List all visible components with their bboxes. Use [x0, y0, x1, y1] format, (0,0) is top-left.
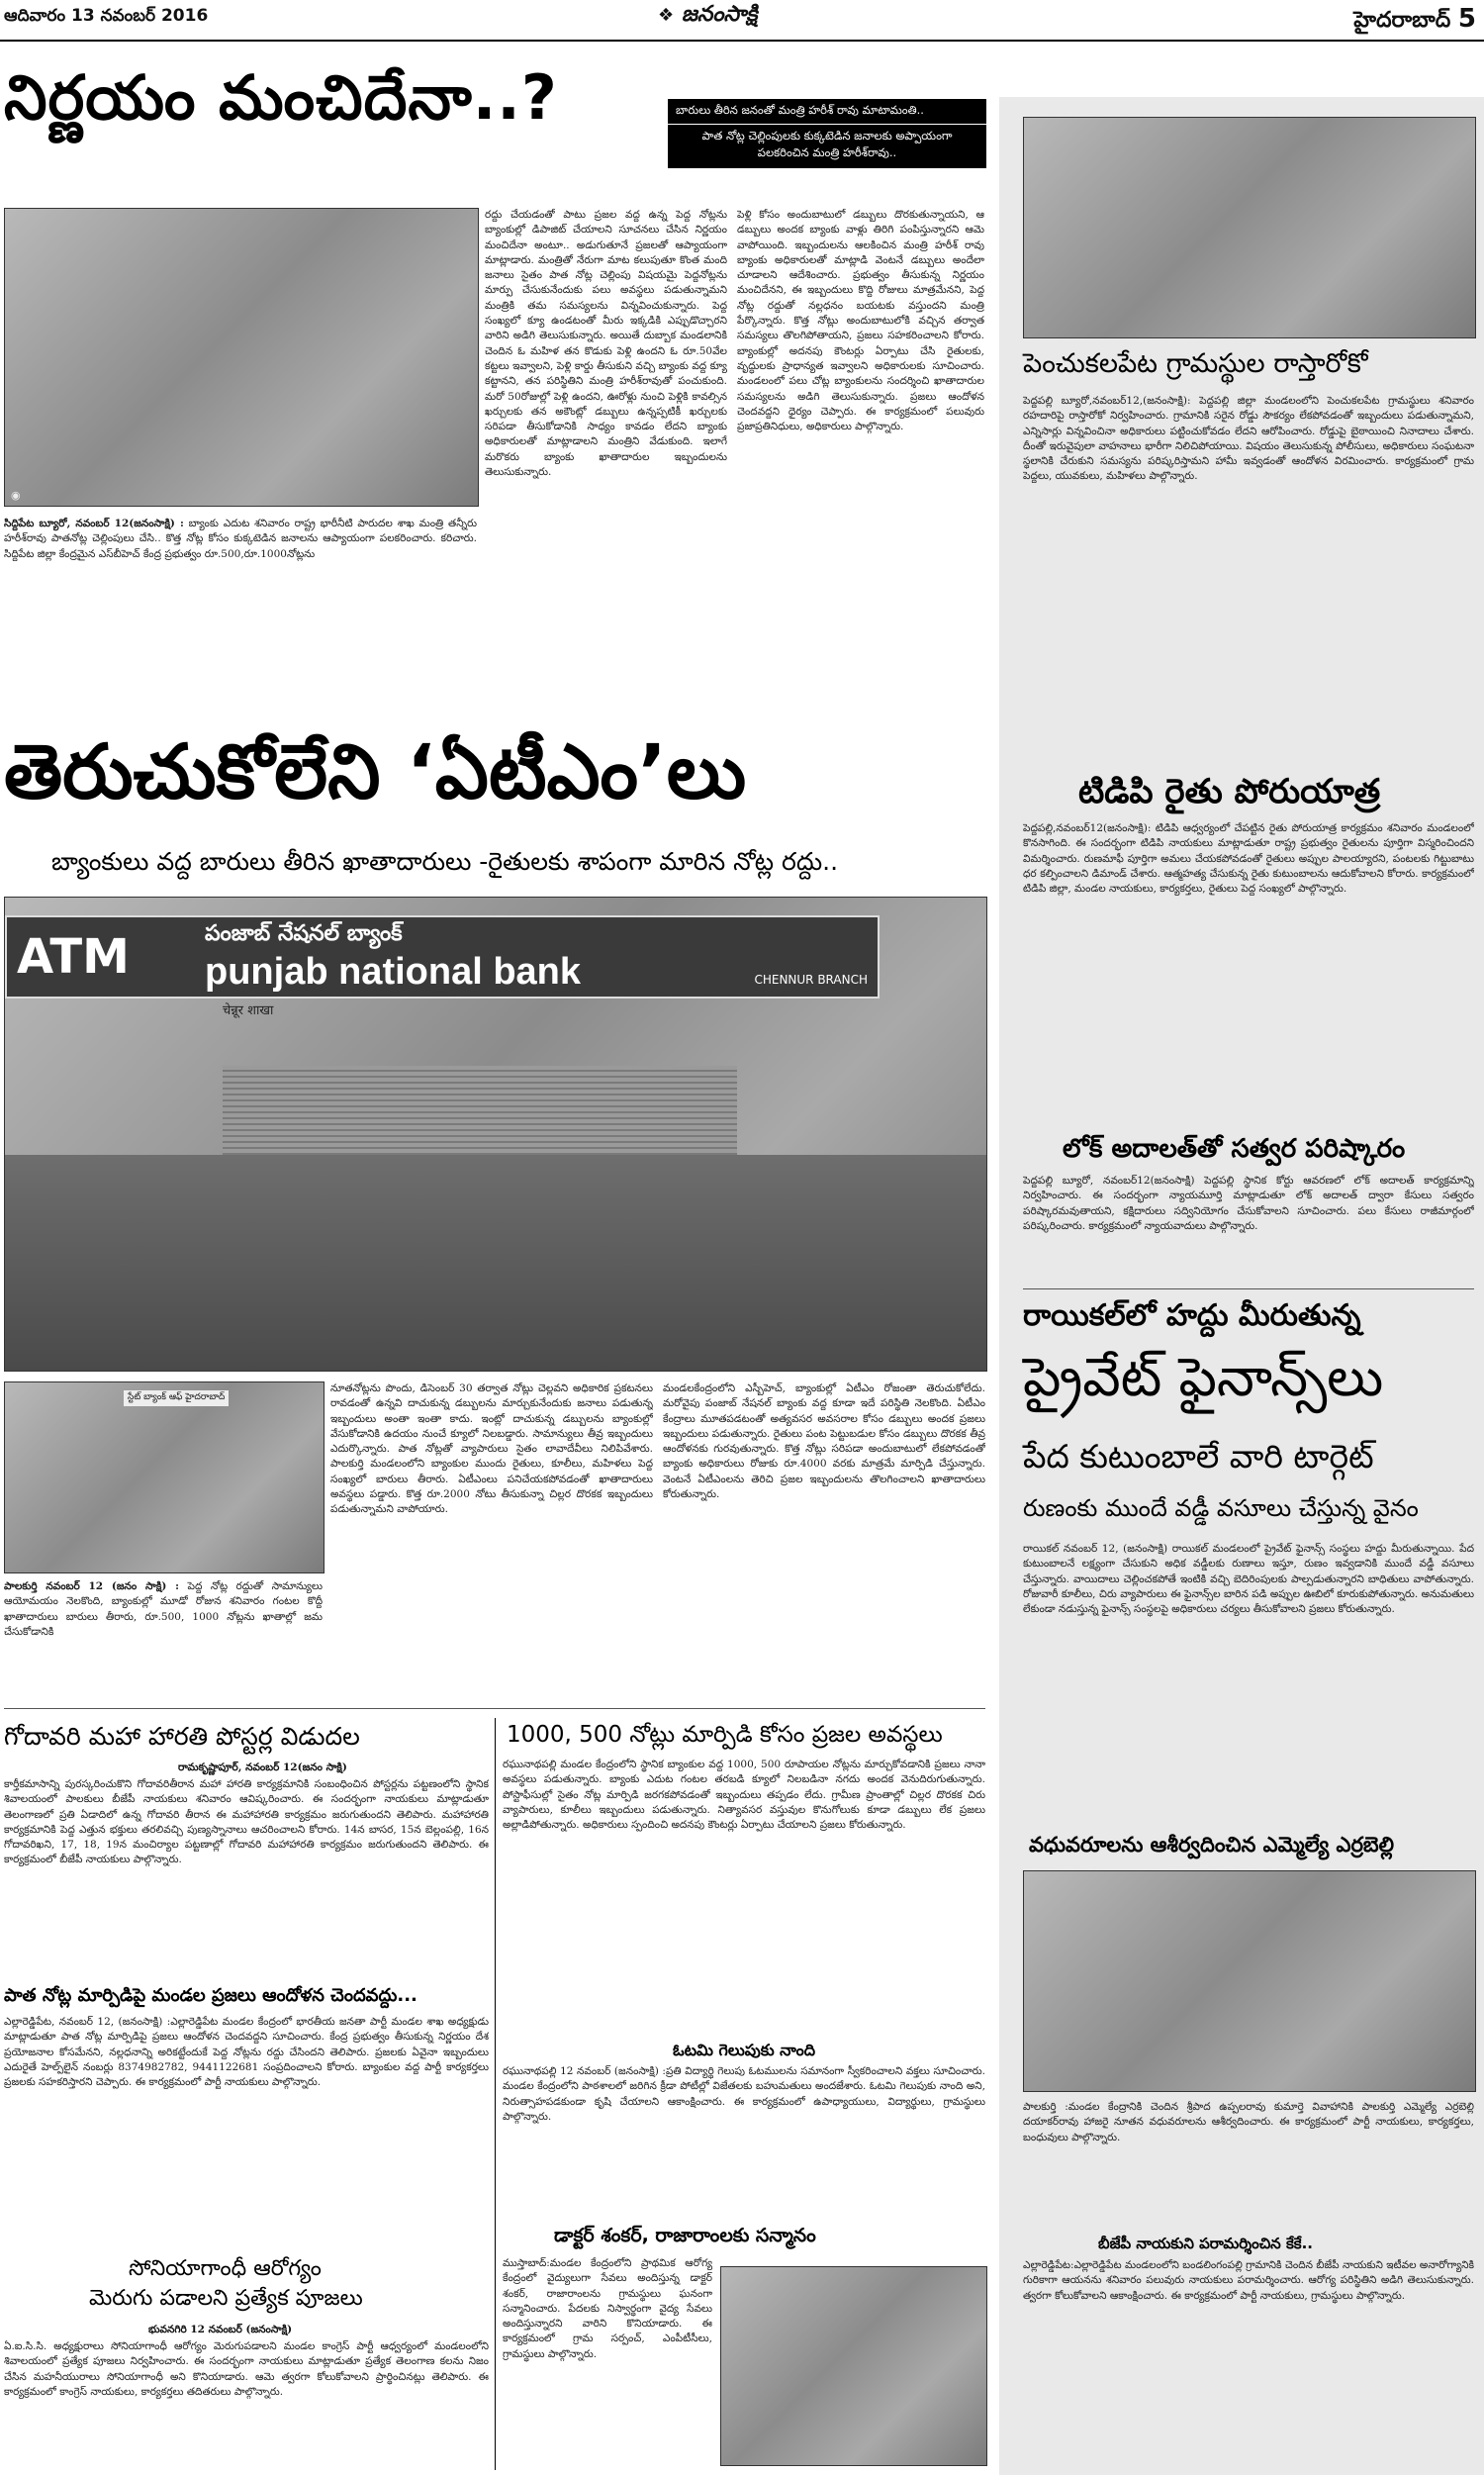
- atm-sign-hindi: चेन्नूर शाखा: [223, 1003, 274, 1018]
- atm-column-3: మండలకేంద్రంలోని ఎస్బీహెచ్, బ్యాంకుల్లో ఏటీఎం రోజంతా తెరుచుకోలేదు. మరోవైపు పంజాబ్ నేషనల్ బ్యాంకు వద్ద కూడా ఇదే పరిస్థితి నెలకొంది. ఏటీఎం కేంద్రాలు మూతపడటంతో అత్యవసర అవసరాల కోసం డబ్బులు అందక ప్రజలు ఇబ్బందులు పడుతున్నారు. రైతులు పంట పెట్టుబడుల కోసం డబ్బులు దొరకక తీవ్ర ఆందోళనకు గురవుతున్నారు. కొత్త నోట్లు సరిపడా అందుబాటులో లేకపోవడంతో బ్యాంకు అధికారులు రోజుకు రూ.4000 వరకు మాత్రమే మార్పిడి చేస్తున్నారు. వెంటనే ఏటీఎంలను తెరిచి ప్రజల ఇబ్బందులను తొలగించాలని ఖాతాదారులు కోరుతున్నారు.: [663, 1382, 985, 1501]
- lead-photo-minister: [4, 208, 479, 507]
- oldnotes-body: ఎల్లారెడ్డిపేట, నవంబర్ 12, (జనంసాక్షి) :ఎల్లారెడ్డిపేట మండల కేంద్రంలో భారతీయ జనతా పార్టీ మండల శాఖ అధ్యక్షుడు మాట్లాడుతూ పాత నోట్ల మార్పిడిపై ప్రజలు ఆందోళన చెందవద్దని సూచించారు. కేంద్ర ప్రభుత్వం తీసుకున్న నిర్ణయం దేశ ప్రయోజనాల కోసమేనని, నల్లధనాన్ని అరికట్టేందుకే పెద్ద నోట్లను రద్దు చేసిందని తెలిపారు. ప్రజలకు ఏవైనా ఇబ్బందులు ఎదురైతే హెల్ప్‌లైన్ నంబర్లు 8374982782, 9441122681 సంప్రదించాలని కోరారు. బ్యాంకుల వద్ద పార్టీ కార్యకర్తలు ప్రజలకు సహకరిస్తారని చెప్పారు. ఈ కార్యక్రమంలో పార్టీ నాయకులు పాల్గొన్నారు.: [4, 2016, 489, 2089]
- godavari-body: కార్తీకమాసాన్ని పురస్కరించుకొని గోదావరితీరాన మహా హారతి కార్యక్రమానికి సంబంధించిన పోస్టర్లను పట్టణంలోని స్థానిక శివాలయంలో పాలకులు బీజేపీ నాయకులు శనివారం ఆవిష్కరించారు. ఈ సందర్భంగా నాయకులు మాట్లాడుతూ తెలంగాణలో ప్రతి ఏడాదిలో ఉన్న గోదావరి తీరాన ఈ మహాహారతి కార్యక్రమం జరుగుతుందని తెలిపారు. మహాహారతి కార్యక్రమానికి పెద్ద ఎత్తున భక్తులు తరలివచ్చి పుణ్యస్నానాలు ఆచరించాలని కోరారు. 14న బాసర, 15న బెల్లంపల్లి, 16న గోదావరిఖని, 17, 18, 19న మంచిర్యాల పట్టణాల్లో గోదావరి మహాహారతి కార్యక్రమం జరుగుతుందని తెలిపారు. ఈ కార్యక్రమంలో బీజేపీ నాయకులు పాల్గొన్నారు.: [4, 1778, 489, 1866]
- atm-subhead: బ్యాంకులు వద్ద బారులు తీరిన ఖాతాదారులు -రైతులకు శాపంగా మారిన నోట్ల రద్దు..: [51, 847, 839, 876]
- atm-sign-branch: CHENNUR BRANCH: [754, 973, 868, 987]
- exchange-headline: 1000, 500 నోట్లు మార్పిడి కోసం ప్రజల అవస్థలు: [507, 1722, 943, 1748]
- rasta-headline: పెంచుకలపేట గ్రామస్థుల రాస్తారోకో: [1023, 348, 1368, 379]
- atm-sign-board: [5, 915, 880, 999]
- wedding-headline: వధువరూలను ఆశీర్వదించిన ఎమ్మెల్యే ఎర్రబెల్లి: [1029, 1833, 1395, 1856]
- lead-column-1-text: బ్యాంకు ఎదుట శనివారం రాష్ట్ర భారీనీటి పారుదల శాఖ మంత్రి తన్నీరు హరీశ్‌రావు పాతనోట్ల చెల్లింపులు చేసి.. కొత్త నోట్ల కోసం కుక్కటెడిన జనాలను ఆప్యాయంగా పలకరించారు. కరిచారు. సిద్దిపేట జిల్లా కేంద్రమైన ఎస్‌బీహెచ్ కేంద్ర ప్రభుత్వం రూ.500,రూ.1000నోట్లను: [4, 518, 477, 560]
- header-rule: [0, 40, 1484, 42]
- sonia-headline-2: మెరుగు పడాలని ప్రత్యేక పూజలు: [89, 2286, 363, 2311]
- header-city: హైదరాబాద్: [1353, 8, 1451, 33]
- rasta-body: పెద్దపల్లి బ్యూరో,నవంబర్12,(జనంసాక్షి): పెద్దపల్లి జిల్లా మండలంలోని పెంచుకలపేట గ్రామస్థులు శనివారం రహదారిపై రాస్తారోకో నిర్వహించారు. గ్రామానికి సరైన రోడ్డు సౌకర్యం లేకపోవడంతో ఇబ్బందులు పడుతున్నామని, ఎన్నిసార్లు విన్నవించినా అధికారులు పట్టించుకోవడం లేదని ఆరోపించారు. రోడ్డుపై బైఠాయించి నినాదాలు చేశారు. దీంతో ఇరువైపులా వాహనాలు భారీగా నిలిచిపోయాయి. విషయం తెలుసుకున్న పోలీసులు, అధికారులు సంఘటనా స్థలానికి చేరుకుని సమస్యను పరిష్కరిస్తామని హామీ ఇవ్వడంతో ఆందోళన విరమించారు. కార్యక్రమంలో గ్రామ పెద్దలు, యువకులు, మహిళలు పాల్గొన్నారు.: [1023, 395, 1474, 483]
- election-headline: ఓటమి గెలుపుకు నాంది: [673, 2041, 816, 2059]
- atm-headline: తెరుచుకోలేని ‘ఏటీఎం’లు: [4, 727, 747, 815]
- masthead-title: జనంసాక్షి: [681, 2, 758, 27]
- atm-dateline: పాలకుర్తి నవంబర్ 12 (జనం సాక్షి) :: [4, 1580, 179, 1592]
- header-page-number: 5: [1457, 4, 1476, 34]
- bjp-headline: బీజేపీ నాయకుని పరామర్శించిన కేకే..: [1098, 2235, 1313, 2252]
- header-date: ఆదివారం 13 నవంబర్ 2016: [4, 6, 209, 26]
- godavari-dateline: రామకృష్ణాపూర్, నవంబర్ 12(జనం సాక్షి): [178, 1761, 347, 1773]
- sonia-dateline: భువనగిరి 12 నవంబర్ (జనంసాక్షి): [148, 2324, 293, 2335]
- atm-photo-bank-queue: [4, 897, 987, 1372]
- wedding-photo: [1023, 1870, 1476, 2092]
- lead-column-1: [4, 517, 477, 714]
- finance-headline: ప్రైవేట్ ఫైనాన్స్‌లు: [1023, 1346, 1384, 1408]
- atm-column-1-text: పెద్ద నోట్ల రద్దుతో సామాన్యులు ఆయోమయం నెలకొంది, బ్యాంకుల్లో మూడో రోజున శనివారం గంటల కొద్దీ ఖాతాదారులు బారులు తీరారు, రూ.500, 1000 నోట్లను ఖాతాల్లో జమ చేసుకోడానికి: [4, 1580, 323, 1638]
- bjp-body: ఎల్లారెడ్డిపేట:ఎల్లారెడ్డిపేట మండలంలోని బండలింగంపల్లి గ్రామానికి చెందిన బీజేపీ నాయకుని ఇటీవల అనారోగ్యానికి గురికాగా ఆయనను శనివారం పలువురు నాయకులు పరామర్శించారు. ఆరోగ్య పరిస్థితిని అడిగి తెలుసుకున్నారు. త్వరగా కోలుకోవాలని ఆకాంక్షించారు. ఈ కార్యక్రమంలో పార్టీ నాయకులు, గ్రామస్థులు పాల్గొన్నారు.: [1023, 2259, 1474, 2302]
- doctor-headline: డాక్టర్ శంకర్, రాజారాంలకు సన్మానం: [554, 2225, 816, 2246]
- finance-kicker: రాయికల్‌లో హద్దు మీరుతున్న: [1023, 1298, 1361, 1333]
- sonia-body: ఏ.ఐ.సి.సి. అధ్యక్షురాలు సోనియాగాంధీ ఆరోగ్యం మెరుగుపడాలని మండల కాంగ్రెస్ పార్టీ ఆధ్వర్యంలో మండలంలోని శివాలయంలో ప్రత్యేక పూజలు నిర్వహించారు. ఈ సందర్భంగా నాయకులు మాట్లాడుతూ ప్రత్యేక తెలంగాణ కలను నిజం చేసిన మహనీయురాలు సోనియాగాంధీ అని కొనియాడారు. ఆమె త్వరగా కోలుకోవాలని ప్రార్థించినట్లు తెలిపారు. ఈ కార్యక్రమంలో కాంగ్రెస్ నాయకులు, కార్యకర్తలు తదితరులు పాల్గొన్నారు.: [4, 2340, 489, 2398]
- finance-subhead-2: రుణంకు ముందే వడ్డీ వసూలు చేస్తున్న వైనం: [1023, 1494, 1419, 1522]
- lok-headline: లోక్ అదాలత్‌తో సత్వర పరిష్కారం: [1063, 1134, 1406, 1164]
- lower-column-divider: [495, 1718, 496, 2470]
- doctor-photo-felicitation: [720, 2266, 987, 2466]
- atm-bottom-rule: [4, 1708, 985, 1709]
- oldnotes-headline: పాత నోట్ల మార్పిడిపై మండల ప్రజలు ఆందోళన చెందవద్దు...: [4, 1985, 417, 2006]
- lead-callout-1: బారులు తీరిన జనంతో మంత్రి హరీశ్ రావు మాటామంతి..: [668, 99, 986, 125]
- lead-photo-caption-icon: ◉: [11, 489, 21, 502]
- finance-body: రాయికల్ నవంబర్ 12, (జనంసాక్షి) రాయికల్ మండలంలో ప్రైవేట్ ఫైనాన్స్ సంస్థలు హద్దు మీరుతున్నాయి. పేద కుటుంబాలనే లక్ష్యంగా చేసుకుని అధిక వడ్డీలకు రుణాలు ఇస్తూ, రుణం ఇవ్వడానికి ముందే వడ్డీ వసూలు చేస్తున్నారు. వాయిదాలు చెల్లించకపోతే ఇంటికి వచ్చి బెదిరింపులకు పాల్పడుతున్నారని బాధితులు వాపోతున్నారు. రోజువారీ కూలీలు, చిరు వ్యాపారులు ఈ ఫైనాన్స్‌ల బారిన పడి అప్పుల ఊబిలో కూరుకుపోతున్నారు. అనుమతులు లేకుండా నడుస్తున్న ఫైనాన్స్ సంస్థలపై అధికారులు చర్యలు తీసుకోవాలని ప్రజలు కోరుతున్నారు.: [1023, 1543, 1474, 1616]
- atm-photo-small: [4, 1381, 325, 1573]
- masthead-logo-icon: ❖: [658, 5, 675, 26]
- atm-sign-atm: ATM: [17, 929, 130, 985]
- atm-column-2: నూతనోట్లను పొందు, డిసెంబర్ 30 తర్వాత నోట్లు చెల్లవని అధికారిక ప్రకటనలు రావడంతో ఉన్నవి దాచుకున్న డబ్బులను మార్చుకునేందుకు జనాలు పడుతున్న ఇబ్బందులు అంతా ఇంతా కాదు. ఇంట్లో దాచుకున్న డబ్బులను బ్యాంకుల్లో వేసుకోడానికి ఉదయం నుంచే క్యూలో నిలబడ్డారు. సామాన్యులు తీవ్ర ఇబ్బందులు ఎదుర్కొన్నారు. పాత నోట్లతో వ్యాపారులు సైతం లావాదేవీలు నిలిపివేశారు. పాలకుర్తి మండలంలోని బ్యాంకుల ముందు రైతులు, కూలీలు, మహిళలు పెద్ద సంఖ్యలో బారులు తీరారు. ఏటీఎంలు పనిచేయకపోవడంతో ఖాతాదారులు అవస్థలు పడ్డారు. కొత్త రూ.2000 నోటు తీసుకున్నా చిల్లర దొరకక ఇబ్బందులు పడుతున్నామని వాపోయారు.: [330, 1382, 653, 1516]
- election-body: రఘునాథపల్లి 12 నవంబర్ (జనంసాక్షి) :ప్రతి విద్యార్థి గెలుపు ఓటములను సమానంగా స్వీకరించాలని వక్తలు సూచించారు. మండల కేంద్రంలోని పాఠశాలలో జరిగిన క్రీడా పోటీల్లో విజేతలకు బహుమతులు అందజేశారు. ఓటమి గెలుపుకు నాంది అని, నిరుత్సాహపడకుండా కృషి చేయాలని ఆకాంక్షించారు. ఈ కార్యక్రమంలో ఉపాధ్యాయులు, విద్యార్థులు, గ్రామస్థులు పాల్గొన్నారు.: [503, 2065, 985, 2123]
- atm-sign-telugu: పంజాబ్ నేషనల్ బ్యాంక్: [205, 921, 403, 946]
- header-city-page: [1353, 4, 1476, 38]
- sonia-headline-1: సోనియాగాంధీ ఆరోగ్యం: [129, 2256, 322, 2281]
- lead-column-3: పెళ్లి కోసం అందుబాటులో డబ్బులు దొరకుతున్నాయని, ఆ డబ్బులు అందక బ్యాంకు వాళ్లు తిరిగి పంపిస్తున్నారని ఆమె వాపోయింది. ఇబ్బందులను ఆలకించిన మంత్రి హరీశ్ రావు బ్యాంకు అధికారులతో మాట్లాడి వెంటనే డబ్బులు అందేలా చూడాలని ఆదేశించారు. ప్రభుత్వం తీసుకున్న నిర్ణయం మంచిదేనని, ఈ ఇబ్బందులు కొద్ది రోజులు మాత్రమేనని, పెద్ద నోట్ల రద్దుతో నల్లధనం బయటకు వస్తుందని మంత్రి పేర్కొన్నారు. కొత్త నోట్లు అందుబాటులోకి వచ్చిన తర్వాత సమస్యలు తొలగిపోతాయని, ప్రజలు సహకరించాలని కోరారు. బ్యాంకుల్లో అదనపు కౌంటర్లు ఏర్పాటు చేసి రైతులకు, వృద్ధులకు ప్రాధాన్యత ఇవ్వాలని అధికారులకు సూచించారు. మండలంలో పలు చోట్ల బ్యాంకులను సందర్శించి ఖాతాదారుల సమస్యలను అడిగి తెలుసుకున్నారు. ప్రజలు ఆందోళన చెందవద్దని ధైర్యం చెప్పారు. ఈ కార్యక్రమంలో పలువురు ప్రజాప్రతినిధులు, అధికారులు పాల్గొన్నారు.: [737, 209, 984, 433]
- godavari-headline: గోదావరి మహా హారతి పోస్టర్ల విడుదల: [4, 1722, 360, 1751]
- rasta-photo-protest: [1023, 117, 1476, 338]
- atm-small-photo-sign: స్టేట్ బ్యాంక్ ఆఫ్ హైదరాబాద్: [124, 1390, 229, 1406]
- lok-body: పెద్దపల్లి బ్యూరో, నవంబర్12(జనంసాక్షి) పెద్దపల్లి స్థానిక కోర్టు ఆవరణలో లోక్ అదాలత్ కార్యక్రమాన్ని నిర్వహించారు. ఈ సందర్భంగా న్యాయమూర్తి మాట్లాడుతూ లోక్ అదాలత్ ద్వారా కేసులు సత్వరం పరిష్కారమవుతాయని, కక్షిదారులు సద్వినియోగం చేసుకోవాలని సూచించారు. పలు కేసులు రాజీమార్గంలో పరిష్కరించారు. కార్యక్రమంలో న్యాయవాదులు పాల్గొన్నారు.: [1023, 1175, 1474, 1232]
- doctor-body: ముస్తాబాద్:మండల కేంద్రంలోని ప్రాథమిక ఆరోగ్య కేంద్రంలో వైద్యులుగా సేవలు అందిస్తున్న డాక్టర్ శంకర్, రాజారాంలను గ్రామస్థులు ఘనంగా సన్మానించారు. పేదలకు నిస్వార్థంగా వైద్య సేవలు అందిస్తున్నారని వారిని కొనియాడారు. ఈ కార్యక్రమంలో గ్రామ సర్పంచ్, ఎంపీటీసీలు, గ్రామస్థులు పాల్గొన్నారు.: [503, 2257, 712, 2360]
- lead-column-2: రద్దు చేయడంతో పాటు ప్రజల వద్ద ఉన్న పెద్ద నోట్లను బ్యాంకుల్లో డిపాజిట్ చేయాలని సూచనలు చేసిన నిర్ణయం మంచిదేనా అంటూ.. అడుగుతూనే ప్రజలతో ఆప్యాయంగా మాట్లాడారు. మంత్రితో నేరుగా మాట కలుపుతూ కొంత మంది జనాలు సైతం పాత నోట్ల చెల్లింపు విషయమై పెద్దనోట్లను మార్పు చేసుకునేందుకు పలు అవస్థలు పడుతున్నామని మంత్రికి తమ సమస్యలను విన్నవించుకున్నారు. పెద్ద సంఖ్యలో క్యూ ఉండటంతో మీరు ఇక్కడికి ఎప్పుడొచ్చారని వారిని అడిగి తెలుసుకున్నారు. అయితే దుబ్బాక మండలానికి చెందిన ఓ మహిళ తన కొడుకు పెళ్లి ఉందని ఓ రూ.50వేల కట్టలు ఇవ్వాలని, పెళ్లి కార్డు తీసుకుని వచ్చి బ్యాంకు వద్ద క్యూ కట్టానని, తన పరిస్థితిని మంత్రి హరీశ్‌రావుతో పంచుకుంది. మరో 50రోజుల్లో పెళ్లి ఉందని, ఊరోళ్లు నుంచి పెళ్లికి కావల్సిన ఖర్చులకు తన అకౌంట్లో డబ్బులు ఉన్నప్పటికీ ఖర్చులకు సరిపడా తీసుకోడానికి సాధ్యం కావడం లేదని బ్యాంకు అధికారులతో మాట్లాడాలని మంత్రిని వేడుకుంది. ఇలాగే మరొకరు బ్యాంకు ఖాతాదారుల ఇబ్బందులను తెలుసుకున్నారు.: [485, 209, 727, 479]
- lead-headline: నిర్ణయం మంచిదేనా..?: [4, 61, 558, 134]
- atm-crowd: [5, 1155, 986, 1371]
- masthead: [658, 2, 758, 32]
- wedding-body: పాలకుర్తి :మండల కేంద్రానికి చెందిన శ్రీపాద ఉప్పలరావు కుమార్తె వివాహానికి పాలకుర్తి ఎమ్మెల్యే ఎర్రబెల్లి దయాకర్‌రావు హాజరై నూతన వధువరూలను ఆశీర్వదించారు. ఈ కార్యక్రమంలో పార్టీ నాయకులు, కార్యకర్తలు, బంధువులు పాల్గొన్నారు.: [1023, 2101, 1474, 2143]
- tdp-headline: టిడిపి రైతు పోరుయాత్ర: [1078, 772, 1381, 811]
- exchange-body: రఘునాథపల్లి మండల కేంద్రంలోని స్థానిక బ్యాంకుల వద్ద 1000, 500 రూపాయల నోట్లను మార్చుకోవడానికి ప్రజలు నానా అవస్థలు పడుతున్నారు. బ్యాంకు ఎదుట గంటల తరబడి క్యూలో నిలబడినా నగదు అందక వెనుదిరుగుతున్నారు. పోస్టాఫీసుల్లో సైతం నోట్ల మార్పిడి జరగకపోవడంతో ఇబ్బందులు తప్పడం లేదు. గ్రామీణ ప్రాంతాల్లో చిల్లర దొరకక చిరు వ్యాపారులు, కూలీలు ఇబ్బందులు పడుతున్నారు. నిత్యావసర వస్తువుల కొనుగోలుకు కూడా డబ్బులు లేక ప్రజలు అల్లాడిపోతున్నారు. అధికారులు స్పందించి అదనపు కౌంటర్లు ఏర్పాటు చేయాలని ప్రజలు కోరుతున్నారు.: [503, 1759, 985, 1832]
- tdp-body: పెద్దపల్లి,నవంబర్12(జనంసాక్షి): టిడిపి ఆధ్వర్యంలో చేపట్టిన రైతు పోరుయాత్ర కార్యక్రమం శనివారం మండలంలో కొనసాగింది. ఈ సందర్భంగా టిడిపి నాయకులు మాట్లాడుతూ రాష్ట్ర ప్రభుత్వం రైతులను పూర్తిగా విస్మరించిందని విమర్శించారు. రుణమాఫీ పూర్తిగా అమలు చేయకపోవడంతో రైతులు అప్పుల పాలయ్యారని, పంటలకు గిట్టుబాటు ధర కల్పించాలని డిమాండ్ చేశారు. ఆత్మహత్య చేసుకున్న రైతు కుటుంబాలను ఆదుకోవాలని కోరారు. కార్యక్రమంలో టిడిపి జిల్లా, మండల నాయకులు, కార్యకర్తలు, రైతులు పెద్ద సంఖ్యలో పాల్గొన్నారు.: [1023, 822, 1474, 896]
- sidebar-rule-1: [1023, 1288, 1474, 1289]
- atm-column-1: [4, 1579, 323, 1698]
- atm-sign-english: punjab national bank: [205, 951, 582, 993]
- lead-dateline: సిద్దిపేట బ్యూరో, నవంబర్ 12(జనంసాక్షి) :: [4, 518, 184, 529]
- lead-callout-2: పాత నోట్ల చెల్లింపులకు కుక్కటెడిన జనాలకు అప్పాయంగా పలకరించిన మంత్రి హరీశ్‌రావు..: [701, 129, 953, 159]
- finance-subhead-1: పేద కుటుంబాలే వారి టార్గెట్: [1023, 1437, 1374, 1475]
- lead-callout-box: [668, 99, 986, 168]
